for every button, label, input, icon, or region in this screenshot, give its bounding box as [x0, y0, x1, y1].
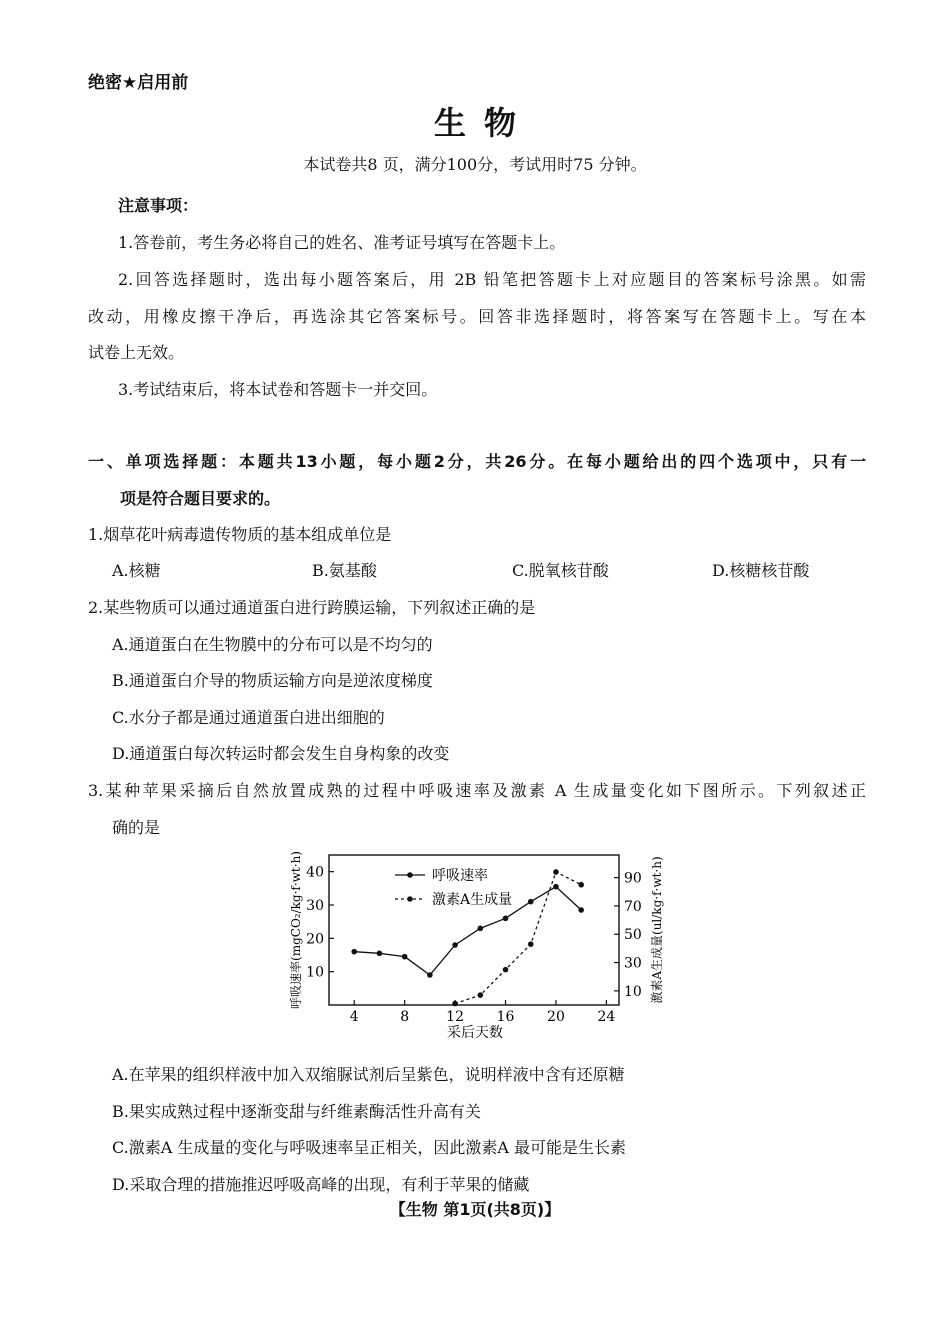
q1-option-a: A.核糖: [112, 561, 161, 580]
x-tick-label: 12: [446, 1009, 465, 1025]
series-0-point: [402, 954, 408, 960]
respiration-hormone-chart: [280, 833, 670, 1053]
q3-option-c: C.激素A 生成量的变化与呼吸速率呈正相关，因此激素A 最可能是生长素: [112, 1138, 627, 1157]
page-footer: 【生物 第1页(共8页)】: [389, 1200, 561, 1219]
x-axis-label: 采后天数: [447, 1025, 503, 1041]
q1-option-d: D.核糖核苷酸: [712, 561, 810, 580]
legend-hormone: 激素A生成量: [432, 892, 513, 908]
series-0-point: [578, 907, 584, 913]
q3-option-d: D.采取合理的措施推迟呼吸高峰的出现，有利于苹果的储藏: [112, 1175, 530, 1194]
section-heading-line-1: 一、单项选择题：本题共13小题，每小题2分，共26分。在每小题给出的四个选项中，只有一: [88, 452, 866, 471]
x-tick-label: 16: [496, 1009, 515, 1025]
series-0-point: [528, 899, 534, 905]
series-0-point: [377, 951, 383, 957]
q2-option-c: C.水分子都是通过通道蛋白进出细胞的: [112, 708, 385, 727]
q3-option-a: A.在苹果的组织样液中加入双缩脲试剂后呈紫色，说明样液中含有还原糖: [112, 1065, 625, 1084]
y-right-tick-label: 90: [624, 870, 642, 887]
y-right-tick-label: 30: [624, 955, 642, 972]
series-0-point: [452, 942, 458, 948]
exam-info: 本试卷共8 页，满分100分，考试用时75 分钟。: [303, 155, 647, 174]
x-tick-label: 4: [349, 1009, 359, 1025]
series-1-point: [553, 869, 559, 875]
notice-item-1: 1.答卷前，考生务必将自己的姓名、准考证号填写在答题卡上。: [118, 233, 566, 252]
series-0-point: [553, 884, 559, 890]
q1-stem: 1.烟草花叶病毒遗传物质的基本组成单位是: [88, 525, 392, 544]
y-right-tick-label: 70: [624, 898, 642, 915]
series-1-point: [478, 992, 484, 998]
notice-item-3: 3.考试结束后，将本试卷和答题卡一并交回。: [118, 380, 438, 399]
y-left-tick-label: 30: [306, 898, 324, 914]
series-0-point: [503, 916, 509, 922]
q3-stem-line-2: 确的是: [112, 818, 161, 837]
y-axis-right-label: 激素A生成量(ul/kg·f·wt·h): [650, 856, 664, 1004]
x-tick-label: 24: [597, 1009, 616, 1025]
q2-option-a: A.通道蛋白在生物膜中的分布可以是不均匀的: [112, 635, 433, 654]
notice-item-2-line-3: 试卷上无效。: [88, 343, 185, 362]
q1-option-b: B.氨基酸: [312, 561, 377, 580]
series-1-point: [528, 941, 534, 947]
y-left-tick-label: 40: [306, 864, 324, 881]
series-1-point: [503, 967, 509, 973]
y-axis-left-label: 呼吸速率(mgCO₂/kg·f·wt·h): [289, 851, 303, 1009]
q2-stem: 2.某些物质可以通过通道蛋白进行跨膜运输，下列叙述正确的是: [88, 598, 536, 617]
y-left-tick-label: 20: [306, 931, 324, 948]
q3-option-b: B.果实成熟过程中逐渐变甜与纤维素酶活性升高有关: [112, 1102, 481, 1121]
y-left-tick-label: 10: [306, 964, 324, 981]
series-0-point: [478, 926, 484, 932]
x-tick-label: 8: [400, 1009, 410, 1025]
notice-heading: 注意事项：: [118, 196, 199, 215]
page-title: 生物: [433, 104, 534, 142]
series-0-point: [427, 972, 433, 978]
chart-legend: [395, 867, 512, 908]
q2-option-b: B.通道蛋白介导的物质运输方向是逆浓度梯度: [112, 671, 433, 690]
q2-option-d: D.通道蛋白每次转运时都会发生自身构象的改变: [112, 744, 450, 763]
series-1-point: [578, 882, 584, 888]
confidential-label: 绝密★启用前: [88, 73, 189, 93]
q1-option-c: C.脱氧核苷酸: [512, 561, 609, 580]
notice-item-2-line-1: 2.回答选择题时，选出每小题答案后，用 2B 铅笔把答题卡上对应题目的答案标号涂黑。如需: [118, 270, 866, 289]
legend-respiration: 呼吸速率: [432, 868, 488, 884]
series-1-point: [452, 1001, 458, 1007]
notice-item-2-line-2: 改动，用橡皮擦干净后，再选涂其它答案标号。回答非选择题时，将答案写在答题卡上。写在本: [88, 307, 866, 326]
q3-stem-line-1: 3.某种苹果采摘后自然放置成熟的过程中呼吸速率及激素 A 生成量变化如下图所示。下列叙述正: [88, 781, 866, 800]
series-0-point: [351, 949, 357, 955]
y-right-tick-label: 10: [624, 983, 642, 1000]
y-right-tick-label: 50: [624, 927, 642, 944]
x-tick-label: 20: [547, 1009, 565, 1025]
section-heading-line-2: 项是符合题目要求的。: [120, 489, 281, 508]
